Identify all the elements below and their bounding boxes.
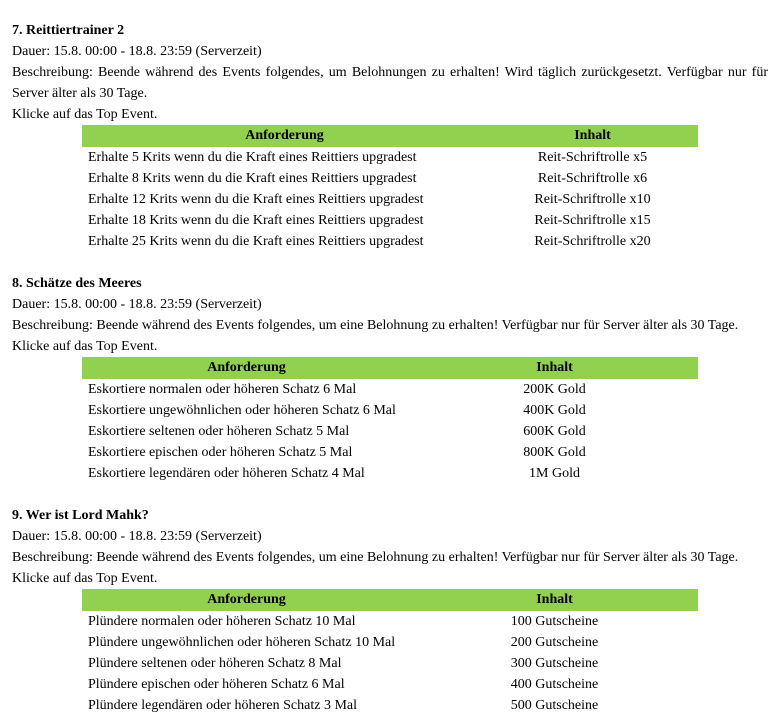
table-header-row bbox=[82, 125, 698, 147]
table-row bbox=[82, 463, 698, 484]
table-row bbox=[82, 442, 698, 463]
reward-cell: 200 Gutscheine bbox=[510, 635, 599, 650]
reward-table bbox=[82, 357, 698, 484]
table-row bbox=[82, 611, 698, 632]
table-row bbox=[82, 147, 698, 168]
column-header-requirement: Anforderung bbox=[82, 125, 487, 147]
table-row bbox=[82, 168, 698, 189]
requirement-cell: Plündere ungewöhnlichen oder höheren Schatz 10 Mal bbox=[88, 635, 396, 650]
table-row bbox=[82, 674, 698, 695]
section-description: Beschreibung: Beende während des Events folgendes, um Belohnungen zu erhalten! Wird täglich zurückgesetzt. Verfügbar nur für Server älter als 30 Tage. bbox=[12, 65, 768, 101]
table-row bbox=[82, 379, 698, 400]
table-row bbox=[82, 189, 698, 210]
reward-cell: 400 Gutscheine bbox=[510, 677, 599, 692]
event-section-9 bbox=[12, 505, 768, 716]
reward-table bbox=[82, 125, 698, 252]
reward-cell: Reit-Schriftrolle x6 bbox=[537, 171, 648, 186]
reward-cell: Reit-Schriftrolle x20 bbox=[534, 234, 651, 249]
reward-cell: 400K Gold bbox=[523, 403, 586, 418]
requirement-cell: Plündere seltenen oder höheren Schatz 8 Mal bbox=[88, 656, 342, 671]
section-description: Beschreibung: Beende während des Events folgendes, um eine Belohnung zu erhalten! Verfügbar nur für Server älter als 30 Tage. bbox=[12, 318, 739, 333]
requirement-cell: Erhalte 5 Krits wenn du die Kraft eines Reittiers upgradest bbox=[88, 150, 417, 165]
reward-cell: 1M Gold bbox=[529, 466, 580, 481]
reward-cell: 800K Gold bbox=[523, 445, 586, 460]
event-document bbox=[12, 20, 768, 716]
table-header-row bbox=[82, 357, 698, 379]
reward-cell: 100 Gutscheine bbox=[510, 614, 599, 629]
requirement-cell: Eskortiere seltenen oder höheren Schatz 5 Mal bbox=[88, 424, 350, 439]
requirement-cell: Erhalte 18 Krits wenn du die Kraft eines Reittiers upgradest bbox=[88, 213, 424, 228]
table-row bbox=[82, 400, 698, 421]
requirement-cell: Erhalte 12 Krits wenn du die Kraft eines Reittiers upgradest bbox=[88, 192, 424, 207]
event-section-7 bbox=[12, 20, 768, 252]
reward-cell: 200K Gold bbox=[523, 382, 586, 397]
section-title: 9. Wer ist Lord Mahk? bbox=[12, 508, 149, 523]
reward-cell: Reit-Schriftrolle x5 bbox=[537, 150, 648, 165]
section-duration: Dauer: 15.8. 00:00 - 18.8. 23:59 (Serverzeit) bbox=[12, 529, 262, 544]
requirement-cell: Eskortiere ungewöhnlichen oder höheren Schatz 6 Mal bbox=[88, 403, 396, 418]
column-header-requirement: Anforderung bbox=[82, 589, 411, 611]
requirement-cell: Plündere epischen oder höheren Schatz 6 Mal bbox=[88, 677, 345, 692]
table-row bbox=[82, 632, 698, 653]
column-header-reward: Inhalt bbox=[411, 357, 698, 379]
reward-cell: Reit-Schriftrolle x10 bbox=[534, 192, 651, 207]
table-row bbox=[82, 231, 698, 252]
requirement-cell: Eskortiere legendären oder höheren Schatz 4 Mal bbox=[88, 466, 365, 481]
section-hint: Klicke auf das Top Event. bbox=[12, 339, 158, 354]
requirement-cell: Plündere legendären oder höheren Schatz 3 Mal bbox=[88, 698, 358, 713]
requirement-cell: Eskortiere normalen oder höheren Schatz 6 Mal bbox=[88, 382, 357, 397]
section-description: Beschreibung: Beende während des Events folgendes, um eine Belohnung zu erhalten! Verfügbar nur für Server älter als 30 Tage. bbox=[12, 550, 739, 565]
column-header-reward: Inhalt bbox=[411, 589, 698, 611]
section-title: 7. Reittiertrainer 2 bbox=[12, 23, 125, 38]
reward-cell: 500 Gutscheine bbox=[510, 698, 599, 713]
reward-cell: Reit-Schriftrolle x15 bbox=[534, 213, 651, 228]
requirement-cell: Eskortiere epischen oder höheren Schatz 5 Mal bbox=[88, 445, 353, 460]
column-header-requirement: Anforderung bbox=[82, 357, 411, 379]
section-hint: Klicke auf das Top Event. bbox=[12, 107, 158, 122]
requirement-cell: Erhalte 25 Krits wenn du die Kraft eines Reittiers upgradest bbox=[88, 234, 424, 249]
reward-table bbox=[82, 589, 698, 716]
event-section-8 bbox=[12, 273, 768, 484]
table-row bbox=[82, 695, 698, 716]
table-row bbox=[82, 653, 698, 674]
table-header-row bbox=[82, 589, 698, 611]
section-duration: Dauer: 15.8. 00:00 - 18.8. 23:59 (Serverzeit) bbox=[12, 44, 262, 59]
section-duration: Dauer: 15.8. 00:00 - 18.8. 23:59 (Serverzeit) bbox=[12, 297, 262, 312]
table-row bbox=[82, 421, 698, 442]
column-header-reward: Inhalt bbox=[487, 125, 698, 147]
section-title: 8. Schätze des Meeres bbox=[12, 276, 142, 291]
reward-cell: 600K Gold bbox=[523, 424, 586, 439]
requirement-cell: Erhalte 8 Krits wenn du die Kraft eines Reittiers upgradest bbox=[88, 171, 417, 186]
section-hint: Klicke auf das Top Event. bbox=[12, 571, 158, 586]
table-row bbox=[82, 210, 698, 231]
reward-cell: 300 Gutscheine bbox=[510, 656, 599, 671]
requirement-cell: Plündere normalen oder höheren Schatz 10 Mal bbox=[88, 614, 356, 629]
